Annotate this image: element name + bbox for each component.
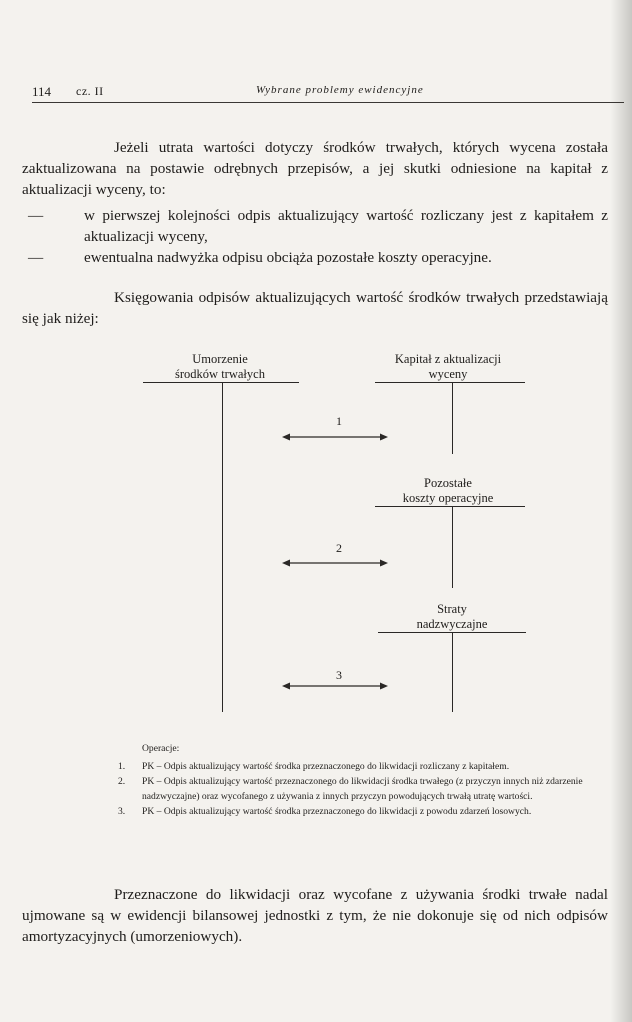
running-title: Wybrane problemy ewidencyjne (256, 84, 424, 96)
account-kapital-vline (452, 382, 453, 454)
list-dash: — (28, 249, 44, 266)
bullet-list (22, 205, 608, 268)
account-kapital-line1: Kapitał z aktualizacji (394, 352, 502, 366)
account-straty-line1: Straty (437, 602, 467, 616)
operations-legend (118, 742, 588, 821)
account-umorzenie-line2: środków trwałych (175, 367, 265, 381)
operation-item (118, 760, 588, 775)
operation-number: 2. (118, 776, 126, 787)
account-pozostale-title (368, 476, 528, 506)
operations-title: Operacje: (142, 743, 180, 754)
operation-number: 3. (118, 806, 126, 817)
arrow-3-double-icon (282, 679, 388, 693)
account-umorzenie-line1: Umorzenie (192, 352, 248, 366)
list-item (22, 247, 608, 268)
account-umorzenie-hline (143, 382, 299, 383)
arrow-1-label: 1 (336, 414, 342, 428)
account-straty-line2: nadzwyczajne (416, 617, 488, 631)
operation-number: 1. (118, 760, 126, 772)
account-pozostale-hline (375, 506, 525, 507)
operation-text: PK – Odpis aktualizujący wartość środka przeznaczonego do likwidacji z powodu zdarzeń losowych. (142, 806, 532, 817)
arrow-2-label: 2 (336, 541, 342, 555)
t-account-diagram (0, 330, 632, 730)
account-umorzenie-title (140, 352, 300, 382)
account-umorzenie-vline (222, 382, 223, 712)
account-kapital-title (368, 352, 528, 382)
list-dash: — (28, 207, 44, 224)
arrow-1-double-icon (282, 430, 388, 444)
arrow-2-double-icon (282, 556, 388, 570)
account-pozostale-line1: Pozostałe (424, 476, 472, 490)
header-rule (32, 102, 624, 103)
account-kapital-line2: wyceny (428, 367, 468, 381)
page-header (24, 84, 614, 104)
list-item-text: ewentualna nadwyżka odpisu obciąża pozostałe koszty operacyjne. (84, 249, 492, 266)
list-item (22, 205, 608, 247)
operation-item (118, 805, 588, 820)
page-number: 114 (32, 84, 52, 99)
account-pozostale-line2: koszty operacyjne (402, 491, 494, 505)
account-straty-title (372, 602, 532, 632)
arrow-3-label: 3 (336, 668, 342, 682)
operation-text: PK – Odpis aktualizujący wartość przeznaczonego do likwidacji środka trwałego (z przyczyn innych niż zdarzenie nadzwyczajne) oraz wycofanego z używania z innych przyczyn powodujących trwałą utratę wartości. (142, 776, 583, 802)
account-pozostale-vline (452, 506, 453, 588)
account-kapital-hline (375, 382, 525, 383)
paragraph-3: Przeznaczone do likwidacji oraz wycofane z używania środki trwałe nadal ujmowane są w ewidencji bilansowej jednostki z tym, że nie dokonuje się od nich odpisów amortyzacyjnych (umorzeniowych). (22, 886, 608, 945)
list-item-text: w pierwszej kolejności odpis aktualizujący wartość rozliczany jest z kapitałem z aktualizacji wyceny, (84, 207, 608, 245)
operation-item (118, 775, 588, 804)
paragraph-2: Księgowania odpisów aktualizujących wartość środków trwałych przedstawiają się jak niżej: (22, 289, 608, 327)
paragraph-1: Jeżeli utrata wartości dotyczy środków trwałych, których wycena została zaktualizowana na postawie odrębnych przepisów, a jej skutki odniesione na kapitał z aktualizacji wyceny, to: (22, 139, 608, 198)
operation-text: PK – Odpis aktualizujący wartość środka przeznaczonego do likwidacji rozliczany z kapitałem. (142, 760, 510, 772)
chapter-label: cz. II (76, 84, 104, 98)
account-straty-vline (452, 632, 453, 712)
